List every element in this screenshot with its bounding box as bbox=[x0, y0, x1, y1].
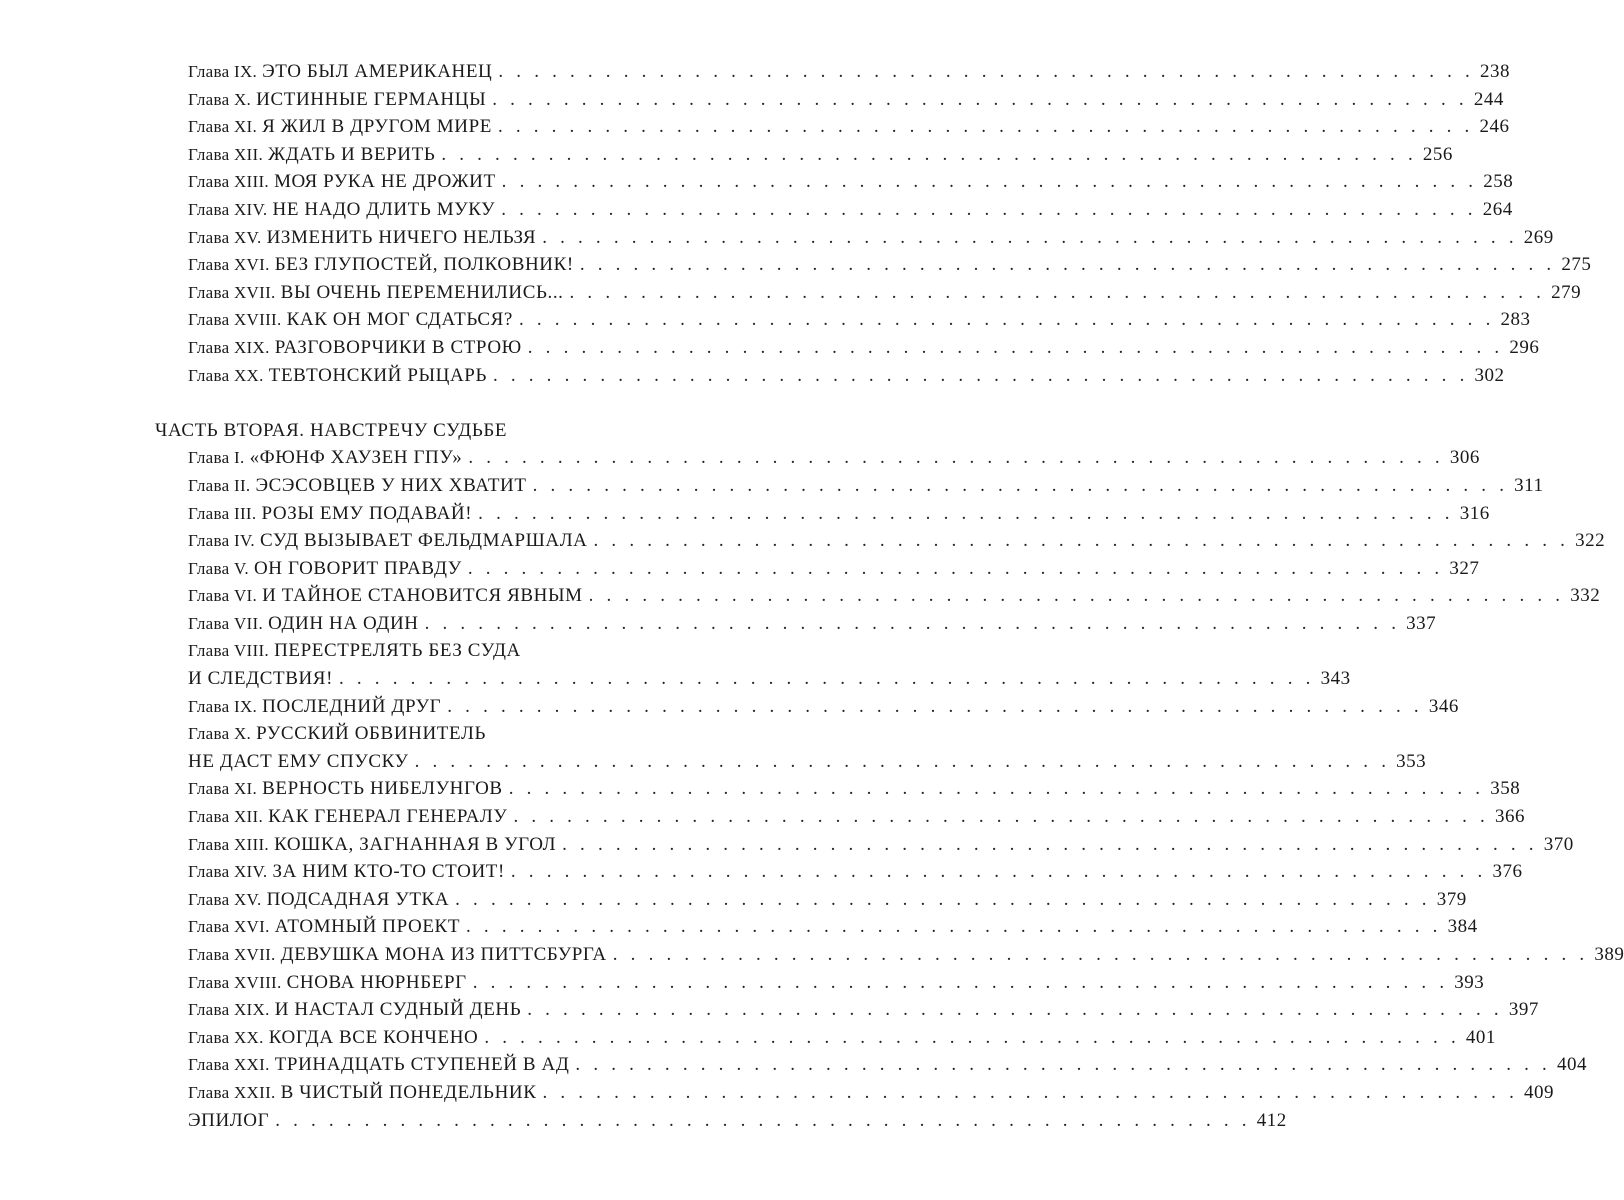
page-number: 343 bbox=[1320, 668, 1351, 690]
chapter-title: И ТАЙНОЕ СТАНОВИТСЯ ЯВНЫМ bbox=[262, 585, 583, 607]
page-number: 256 bbox=[1422, 143, 1453, 165]
toc-row bbox=[0, 969, 1485, 997]
leader-dots: . . . . . . . . . . . . . . . . . . . . . . . . . . . . . . . . . . . . . . . . . . . . . . . . . . . . . . . bbox=[518, 309, 1495, 331]
leader-dots: . . . . . . . . . . . . . . . . . . . . . . . . . . . . . . . . . . . . . . . . . . . . . . . . . . . . . . . bbox=[612, 944, 1589, 965]
chapter-title: ЗА НИМ КТО-ТО СТОИТ! bbox=[272, 861, 505, 883]
leader-dots: . . . . . . . . . . . . . . . . . . . . . . . . . . . . . . . . . . . . . . . . . . . . . . . . . . . . . . . bbox=[501, 198, 1477, 220]
toc-row bbox=[0, 444, 1480, 472]
leader-dots: . . . . . . . . . . . . . . . . . . . . . . . . . . . . . . . . . . . . . . . . . . . . . . . . . . . . . . . bbox=[579, 254, 1556, 276]
toc-entry[interactable] bbox=[188, 141, 1453, 169]
page-number: 401 bbox=[1465, 1026, 1496, 1048]
chapter-number: Глава XI. bbox=[188, 117, 258, 137]
toc-row bbox=[0, 1051, 1587, 1079]
leader-dots: . . . . . . . . . . . . . . . . . . . . . . . . . . . . . . . . . . . . . . . . . . . . . . . . . . . . . . . bbox=[447, 695, 1423, 717]
chapter-title: ОДИН НА ОДИН bbox=[268, 612, 419, 634]
chapter-title: МОЯ РУКА НЕ ДРОЖИТ bbox=[274, 171, 496, 193]
chapter-number: Глава XXI. bbox=[188, 1055, 270, 1075]
leader-dots: . . . . . . . . . . . . . . . . . . . . . . . . . . . . . . . . . . . . . . . . . . . . . . . . . . . . . . . bbox=[510, 861, 1487, 883]
leader-dots: . . . . . . . . . . . . . . . . . . . . . . . . . . . . . . . . . . . . . . . . . . . . . . . . . . . . . . . bbox=[441, 143, 1417, 165]
toc-row bbox=[0, 831, 1574, 859]
toc-row bbox=[0, 637, 900, 665]
entry-title bbox=[188, 279, 564, 307]
chapter-title: НЕ НАДО ДЛИТЬ МУКУ bbox=[272, 198, 496, 220]
leader-dots: . . . . . . . . . . . . . . . . . . . . . . . . . . . . . . . . . . . . . . . . . . . . . . . . . . . . . . . bbox=[478, 502, 1454, 524]
toc-entry[interactable] bbox=[188, 334, 1540, 362]
entry-title bbox=[188, 831, 556, 859]
toc-entry[interactable] bbox=[188, 1051, 1587, 1079]
leader-dots: . . . . . . . . . . . . . . . . . . . . . . . . . . . . . . . . . . . . . . . . . . . . . . . . . . . . . . . bbox=[468, 447, 1444, 469]
toc-row bbox=[0, 306, 1531, 334]
toc-entry[interactable] bbox=[188, 969, 1485, 997]
toc-row bbox=[0, 1024, 1496, 1052]
chapter-title-continued: И СЛЕДСТВИЯ! bbox=[188, 668, 333, 690]
toc-entry[interactable] bbox=[188, 86, 1504, 114]
entry-title bbox=[188, 1051, 569, 1079]
toc-entry[interactable] bbox=[188, 113, 1510, 141]
toc-row bbox=[0, 141, 1453, 169]
leader-dots: . . . . . . . . . . . . . . . . . . . . . . . . . . . . . . . . . . . . . . . . . . . . . . . . . . . . . . . bbox=[562, 833, 1538, 855]
leader-dots: . . . . . . . . . . . . . . . . . . . . . . . . . . . . . . . . . . . . . . . . . . . . . . . . . . . . . . . bbox=[492, 88, 1468, 110]
chapter-number: Глава X. bbox=[188, 89, 252, 109]
page-number: 376 bbox=[1492, 861, 1523, 883]
entry-title bbox=[188, 555, 462, 583]
toc-row bbox=[0, 775, 1521, 803]
chapter-title: КАК ГЕНЕРАЛ ГЕНЕРАЛУ bbox=[268, 806, 508, 828]
chapter-number: Глава VII. bbox=[188, 613, 264, 633]
toc-row bbox=[0, 527, 1606, 555]
leader-dots: . . . . . . . . . . . . . . . . . . . . . . . . . . . . . . . . . . . . . . . . . . . . . . . . . . . . . . . bbox=[508, 778, 1485, 800]
page-number: 327 bbox=[1449, 557, 1480, 579]
toc-row bbox=[0, 113, 1510, 141]
chapter-title: ТЕВТОНСКИЙ РЫЦАРЬ bbox=[268, 364, 487, 386]
leader-dots: . . . . . . . . . . . . . . . . . . . . . . . . . . . . . . . . . . . . . . . . . . . . . . . . . . . . . . . bbox=[467, 557, 1444, 579]
chapter-title: РОЗЫ ЕМУ ПОДАВАЙ! bbox=[261, 502, 473, 524]
entry-title bbox=[188, 1024, 478, 1052]
chapter-number: Глава XIII. bbox=[188, 834, 269, 854]
page-number: 279 bbox=[1551, 281, 1582, 303]
page-number: 322 bbox=[1575, 530, 1606, 552]
chapter-title: РУССКИЙ ОБВИНИТЕЛЬ bbox=[256, 723, 486, 745]
chapter-number: Глава XVIII. bbox=[188, 310, 282, 330]
toc-row bbox=[0, 996, 1539, 1024]
entry-title bbox=[188, 334, 522, 362]
page-number: 332 bbox=[1570, 585, 1601, 607]
toc-row bbox=[0, 500, 1490, 528]
toc-row bbox=[0, 472, 1544, 500]
chapter-title: СУД ВЫЗЫВАЕТ ФЕЛЬДМАРШАЛА bbox=[259, 530, 588, 552]
chapter-title: ЖДАТЬ И ВЕРИТЬ bbox=[268, 143, 436, 165]
chapter-number: Глава XII. bbox=[188, 144, 264, 164]
chapter-title: В ЧИСТЫЙ ПОНЕДЕЛЬНИК bbox=[280, 1081, 537, 1103]
entry-title bbox=[188, 500, 472, 528]
leader-dots: . . . . . . . . . . . . . . . . . . . . . . . . . . . . . . . . . . . . . . . . . . . . . . . . . . . . . . . bbox=[466, 916, 1442, 938]
entry-title bbox=[188, 527, 588, 555]
leader-dots: . . . . . . . . . . . . . . . . . . . . . . . . . . . . . . . . . . . . . . . . . . . . . . . . . . . . . . . bbox=[542, 226, 1518, 248]
entry-title bbox=[188, 858, 505, 886]
chapter-number: Глава XX. bbox=[188, 1027, 264, 1047]
entry-title bbox=[188, 1107, 269, 1135]
page-number: 370 bbox=[1543, 833, 1574, 855]
toc-row bbox=[0, 665, 1351, 693]
entry-title bbox=[188, 693, 441, 721]
section-gap bbox=[0, 389, 900, 417]
page-number: 269 bbox=[1523, 226, 1554, 248]
entry-title bbox=[188, 196, 495, 224]
toc-row bbox=[0, 582, 1601, 610]
toc-row bbox=[0, 196, 1513, 224]
toc-entry[interactable] bbox=[188, 886, 1467, 914]
toc-row bbox=[0, 417, 900, 445]
chapter-number: Глава IX. bbox=[188, 62, 258, 81]
toc-entry-continuation[interactable] bbox=[188, 748, 1427, 776]
page-number: 316 bbox=[1459, 502, 1490, 524]
entry-title bbox=[188, 803, 507, 831]
leader-dots: . . . . . . . . . . . . . . . . . . . . . . . . . . . . . . . . . . . . . . . . . . . . . . . . . . . . . . . bbox=[532, 474, 1509, 496]
chapter-title: ЭПИЛОГ bbox=[188, 1109, 270, 1131]
page-number: 412 bbox=[1256, 1109, 1287, 1131]
chapter-title: ИЗМЕНИТЬ НИЧЕГО НЕЛЬЗЯ bbox=[266, 226, 537, 248]
leader-dots: . . . . . . . . . . . . . . . . . . . . . . . . . . . . . . . . . . . . . . . . . . . . . . . . . . . . . . . bbox=[455, 888, 1431, 910]
chapter-number: Глава XIV. bbox=[188, 862, 268, 882]
toc-row bbox=[0, 803, 1525, 831]
chapter-number: Глава XVII. bbox=[188, 945, 276, 964]
entry-title bbox=[188, 665, 333, 693]
chapter-title: Я ЖИЛ В ДРУГОМ МИРЕ bbox=[262, 116, 492, 138]
entry-title bbox=[188, 362, 487, 390]
toc-entry[interactable] bbox=[188, 444, 1480, 472]
page-number: 379 bbox=[1436, 888, 1467, 910]
chapter-number: Глава VIII. bbox=[188, 641, 269, 661]
leader-dots: . . . . . . . . . . . . . . . . . . . . . . . . . . . . . . . . . . . . . . . . . . . . . . . . . . . . . . . bbox=[424, 612, 1401, 634]
page-number: 306 bbox=[1449, 447, 1480, 469]
toc-entry[interactable] bbox=[188, 582, 1601, 610]
toc-entry[interactable] bbox=[188, 196, 1513, 224]
chapter-title: ИСТИННЫЕ ГЕРМАНЦЫ bbox=[256, 88, 487, 110]
toc-entry[interactable] bbox=[188, 858, 1523, 886]
toc-entry[interactable] bbox=[188, 1079, 1555, 1107]
entry-title bbox=[188, 141, 435, 169]
page-number: 258 bbox=[1483, 171, 1514, 193]
entry-title bbox=[188, 58, 492, 86]
toc-entry[interactable] bbox=[188, 831, 1574, 859]
page-number: 296 bbox=[1509, 336, 1540, 358]
chapter-title: ДЕВУШКА МОНА ИЗ ПИТТСБУРГА bbox=[280, 944, 607, 965]
leader-dots: . . . . . . . . . . . . . . . . . . . . . . . . . . . . . . . . . . . . . . . . . . . . . . . . . . . . . . . bbox=[275, 1109, 1251, 1131]
toc-row bbox=[0, 555, 1480, 583]
entry-title bbox=[188, 886, 449, 914]
chapter-number: Глава X. bbox=[188, 724, 252, 744]
toc-row bbox=[0, 693, 1459, 721]
chapter-title-continued: НЕ ДАСТ ЕМУ СПУСКУ bbox=[188, 750, 409, 772]
toc-entry[interactable] bbox=[188, 555, 1480, 583]
toc-entry[interactable] bbox=[188, 58, 1510, 86]
page-number: 397 bbox=[1508, 999, 1539, 1021]
toc-entry[interactable] bbox=[188, 472, 1544, 500]
chapter-title: РАЗГОВОРЧИКИ В СТРОЮ bbox=[274, 336, 522, 358]
chapter-number: Глава XV. bbox=[188, 227, 262, 247]
toc-entry[interactable] bbox=[188, 720, 758, 748]
entry-title bbox=[188, 86, 486, 114]
toc-row bbox=[0, 1107, 1287, 1135]
toc-entry[interactable] bbox=[188, 1024, 1496, 1052]
chapter-number: Глава IV. bbox=[188, 531, 255, 551]
leader-dots: . . . . . . . . . . . . . . . . . . . . . . . . . . . . . . . . . . . . . . . . . . . . . . . . . . . . . . . bbox=[575, 1054, 1551, 1076]
page-number: 264 bbox=[1482, 198, 1513, 220]
toc-entry[interactable] bbox=[188, 224, 1554, 252]
chapter-number: Глава XIX. bbox=[188, 1000, 270, 1020]
chapter-number: Глава XVI. bbox=[188, 917, 270, 937]
leader-dots: . . . . . . . . . . . . . . . . . . . . . . . . . . . . . . . . . . . . . . . . . . . . . . . . . . . . . . . bbox=[498, 61, 1474, 82]
entry-title bbox=[188, 168, 496, 196]
chapter-number: Глава XXII. bbox=[188, 1082, 276, 1102]
toc-entry[interactable] bbox=[188, 500, 1490, 528]
leader-dots: . . . . . . . . . . . . . . . . . . . . . . . . . . . . . . . . . . . . . . . . . . . . . . . . . . . . . . . bbox=[484, 1026, 1460, 1048]
chapter-title: ВЕРНОСТЬ НИБЕЛУНГОВ bbox=[262, 778, 503, 800]
toc-entry-continuation[interactable] bbox=[188, 665, 1351, 693]
chapter-number: Глава XIX. bbox=[188, 337, 270, 357]
entry-title bbox=[188, 996, 521, 1024]
chapter-title: КОШКА, ЗАГНАННАЯ В УГОЛ bbox=[274, 833, 557, 855]
chapter-title: ОН ГОВОРИТ ПРАВДУ bbox=[253, 557, 462, 579]
chapter-number: Глава XVIII. bbox=[188, 972, 282, 992]
leader-dots: . . . . . . . . . . . . . . . . . . . . . . . . . . . . . . . . . . . . . . . . . . . . . . . . . . . . . . . bbox=[542, 1081, 1519, 1103]
toc-entry[interactable] bbox=[188, 693, 1459, 721]
page-number: 366 bbox=[1495, 806, 1525, 828]
page-number: 389 bbox=[1594, 944, 1624, 965]
toc-row bbox=[0, 58, 1510, 86]
toc-row bbox=[0, 610, 1437, 638]
page-number: 393 bbox=[1454, 971, 1485, 993]
page-number: 244 bbox=[1473, 88, 1504, 110]
entry-title bbox=[188, 224, 536, 252]
chapter-title: БЕЗ ГЛУПОСТЕЙ, ПОЛКОВНИК! bbox=[274, 254, 574, 276]
chapter-number: Глава II. bbox=[188, 475, 251, 495]
chapter-number: Глава XII. bbox=[188, 807, 264, 827]
page-number: 238 bbox=[1479, 61, 1510, 82]
toc-entry[interactable] bbox=[188, 362, 1505, 390]
chapter-number: Глава XIII. bbox=[188, 172, 269, 192]
chapter-title: ЭСЭСОВЦЕВ У НИХ ХВАТИТ bbox=[255, 474, 527, 496]
page-number: 275 bbox=[1561, 254, 1592, 276]
leader-dots: . . . . . . . . . . . . . . . . . . . . . . . . . . . . . . . . . . . . . . . . . . . . . . . . . . . . . . . bbox=[569, 281, 1546, 303]
toc-entry[interactable] bbox=[188, 1107, 1287, 1135]
leader-dots: . . . . . . . . . . . . . . . . . . . . . . . . . . . . . . . . . . . . . . . . . . . . . . . . . . . . . . . bbox=[492, 364, 1469, 386]
toc-row bbox=[0, 168, 1514, 196]
page-number: 337 bbox=[1406, 612, 1437, 634]
chapter-number: Глава VI. bbox=[188, 586, 258, 606]
chapter-title: ПОДСАДНАЯ УТКА bbox=[266, 888, 450, 910]
chapter-number: Глава XI. bbox=[188, 779, 258, 799]
entry-title bbox=[188, 969, 467, 997]
entry-title bbox=[188, 610, 419, 638]
toc-row bbox=[0, 224, 1554, 252]
toc-entry[interactable] bbox=[188, 168, 1514, 196]
entry-title bbox=[188, 251, 574, 279]
leader-dots: . . . . . . . . . . . . . . . . . . . . . . . . . . . . . . . . . . . . . . . . . . . . . . . . . . . . . . . bbox=[472, 971, 1449, 993]
toc-entry[interactable] bbox=[188, 775, 1521, 803]
chapter-title: ВЫ ОЧЕНЬ ПЕРЕМЕНИЛИСЬ... bbox=[280, 281, 564, 303]
toc-row bbox=[0, 858, 1523, 886]
part-heading: ЧАСТЬ ВТОРАЯ. НАВСТРЕЧУ СУДЬБЕ bbox=[155, 419, 508, 441]
page-number: 358 bbox=[1490, 778, 1521, 800]
entry-title bbox=[188, 775, 503, 803]
toc-row bbox=[0, 1079, 1555, 1107]
leader-dots: . . . . . . . . . . . . . . . . . . . . . . . . . . . . . . . . . . . . . . . . . . . . . . . . . . . . . . . bbox=[497, 116, 1474, 138]
chapter-title: ПОСЛЕДНИЙ ДРУГ bbox=[262, 695, 442, 717]
chapter-number: Глава XVII. bbox=[188, 282, 276, 302]
page-number: 246 bbox=[1479, 116, 1510, 138]
entry-title bbox=[188, 113, 492, 141]
chapter-title: ЭТО БЫЛ АМЕРИКАНЕЦ bbox=[262, 61, 493, 82]
chapter-title: ПЕРЕСТРЕЛЯТЬ БЕЗ СУДА bbox=[274, 640, 521, 662]
leader-dots: . . . . . . . . . . . . . . . . . . . . . . . . . . . . . . . . . . . . . . . . . . . . . . . . . . . . . . . bbox=[527, 336, 1504, 358]
chapter-number: Глава XX. bbox=[188, 365, 264, 385]
chapter-number: Глава XIV. bbox=[188, 199, 268, 219]
leader-dots: . . . . . . . . . . . . . . . . . . . . . . . . . . . . . . . . . . . . . . . . . . . . . . . . . . . . . . . bbox=[501, 171, 1478, 193]
chapter-number: Глава XV. bbox=[188, 889, 262, 909]
page-number: 302 bbox=[1474, 364, 1505, 386]
toc-entry[interactable] bbox=[188, 279, 1582, 307]
entry-title bbox=[188, 637, 521, 665]
toc-row bbox=[0, 362, 1505, 390]
chapter-title: СНОВА НЮРНБЕРГ bbox=[286, 971, 467, 993]
page-number: 409 bbox=[1524, 1081, 1555, 1103]
leader-dots: . . . . . . . . . . . . . . . . . . . . . . . . . . . . . . . . . . . . . . . . . . . . . . . . . . . . . . . bbox=[593, 530, 1570, 552]
toc-row bbox=[0, 251, 1592, 279]
toc-row bbox=[0, 279, 1582, 307]
table-of-contents bbox=[0, 58, 1624, 1134]
chapter-title: КАК ОН МОГ СДАТЬСЯ? bbox=[286, 309, 513, 331]
toc-entry[interactable] bbox=[188, 941, 1624, 969]
page-number: 311 bbox=[1514, 474, 1544, 496]
page-number: 404 bbox=[1556, 1054, 1587, 1076]
page-number: 384 bbox=[1447, 916, 1478, 938]
toc-row bbox=[0, 86, 1504, 114]
chapter-title: АТОМНЫЙ ПРОЕКТ bbox=[274, 916, 461, 938]
entry-title bbox=[188, 913, 460, 941]
leader-dots: . . . . . . . . . . . . . . . . . . . . . . . . . . . . . . . . . . . . . . . . . . . . . . . . . . . . . . . bbox=[588, 585, 1565, 607]
toc-entry[interactable] bbox=[188, 306, 1531, 334]
toc-row bbox=[0, 886, 1467, 914]
entry-title bbox=[188, 720, 486, 748]
toc-entry[interactable] bbox=[188, 610, 1437, 638]
entry-title bbox=[188, 1079, 536, 1107]
chapter-number: Глава I. bbox=[188, 448, 245, 468]
toc-entry[interactable] bbox=[188, 996, 1539, 1024]
page-number: 346 bbox=[1428, 695, 1459, 717]
toc-row bbox=[0, 941, 1624, 969]
chapter-title: «ФЮНФ ХАУЗЕН ГПУ» bbox=[249, 447, 463, 469]
page-number: 283 bbox=[1500, 309, 1531, 331]
toc-entry[interactable] bbox=[188, 251, 1592, 279]
leader-dots: . . . . . . . . . . . . . . . . . . . . . . . . . . . . . . . . . . . . . . . . . . . . . . . . . . . . . . . bbox=[513, 806, 1489, 828]
entry-title bbox=[188, 472, 527, 500]
leader-dots: . . . . . . . . . . . . . . . . . . . . . . . . . . . . . . . . . . . . . . . . . . . . . . . . . . . . . . . bbox=[339, 668, 1315, 690]
toc-entry[interactable] bbox=[188, 637, 758, 665]
chapter-title: И НАСТАЛ СУДНЫЙ ДЕНЬ bbox=[274, 999, 522, 1021]
entry-title bbox=[188, 941, 607, 969]
page-number: 353 bbox=[1396, 750, 1427, 772]
leader-dots: . . . . . . . . . . . . . . . . . . . . . . . . . . . . . . . . . . . . . . . . . . . . . . . . . . . . . . . bbox=[527, 999, 1503, 1021]
entry-title bbox=[188, 306, 513, 334]
toc-entry[interactable] bbox=[188, 803, 1525, 831]
toc-row bbox=[0, 913, 1478, 941]
toc-entry[interactable] bbox=[188, 913, 1478, 941]
entry-title bbox=[188, 444, 462, 472]
chapter-number: Глава XVI. bbox=[188, 255, 270, 275]
chapter-number: Глава V. bbox=[188, 558, 249, 578]
toc-entry[interactable] bbox=[188, 527, 1606, 555]
leader-dots: . . . . . . . . . . . . . . . . . . . . . . . . . . . . . . . . . . . . . . . . . . . . . . . . . . . . . . . bbox=[414, 750, 1391, 772]
chapter-number: Глава IX. bbox=[188, 696, 258, 716]
chapter-number: Глава III. bbox=[188, 503, 257, 523]
entry-title bbox=[188, 582, 583, 610]
toc-row bbox=[0, 748, 1427, 776]
chapter-title: КОГДА ВСЕ КОНЧЕНО bbox=[268, 1026, 479, 1048]
entry-title bbox=[188, 748, 409, 776]
chapter-title: ТРИНАДЦАТЬ СТУПЕНЕЙ В АД bbox=[274, 1054, 570, 1076]
toc-row bbox=[0, 334, 1540, 362]
toc-row bbox=[0, 720, 900, 748]
